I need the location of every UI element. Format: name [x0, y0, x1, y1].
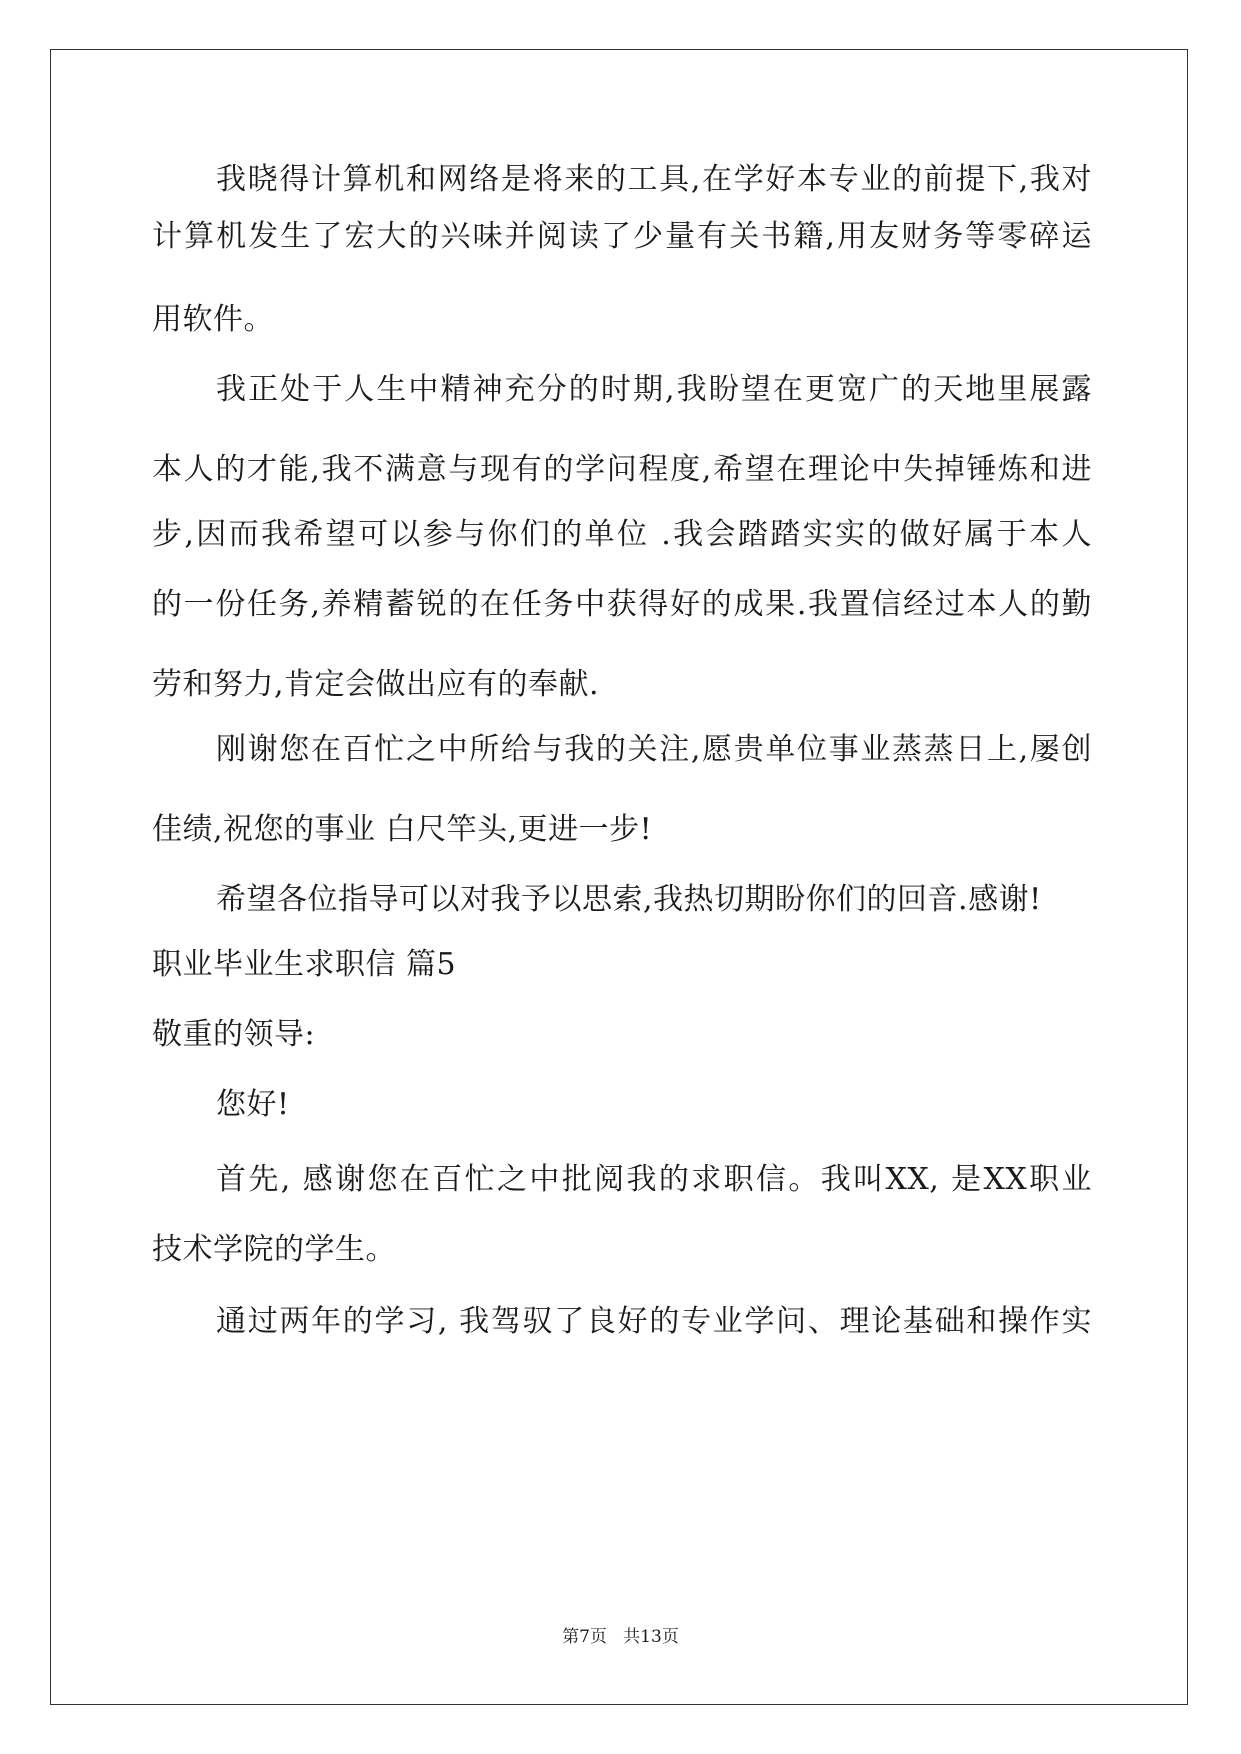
paragraph-line: 计算机发生了宏大的兴味并阅读了少量有关书籍,用友财务等零碎运: [152, 219, 1092, 254]
paragraph-line: 我晓得计算机和网络是将来的工具,在学好本专业的前提下,我对: [216, 162, 1092, 197]
paragraph-line: 佳绩,祝您的事业 白尺竿头,更进一步!: [152, 812, 653, 847]
section-heading: 职业毕业生求职信 篇5: [152, 947, 457, 982]
paragraph-line: 本人的才能,我不满意与现有的学问程度,希望在理论中失掉锤炼和进: [152, 452, 1092, 487]
paragraph-line: 劳和努力,肯定会做出应有的奉献.: [152, 667, 600, 702]
paragraph-line: 技术学院的学生。: [152, 1232, 396, 1267]
paragraph-line: 希望各位指导可以对我予以思索,我热切期盼你们的回音.感谢!: [216, 882, 1042, 917]
paragraph-line: 首先, 感谢您在百忙之中批阅我的求职信。我叫XX, 是XX职业: [216, 1162, 1092, 1197]
page-border: [50, 49, 1188, 1705]
paragraph-line: 的一份任务,养精蓄锐的在任务中获得好的成果.我置信经过本人的勤: [152, 587, 1092, 622]
paragraph-line: 步,因而我希望可以参与你们的单位 .我会踏踏实实的做好属于本人: [152, 517, 1092, 552]
paragraph-line: 刚谢您在百忙之中所给与我的关注,愿贵单位事业蒸蒸日上,屡创: [216, 732, 1092, 767]
page-footer: 第7页 共13页: [562, 1627, 679, 1647]
paragraph-line: 用软件。: [152, 302, 274, 337]
paragraph-line: 通过两年的学习, 我驾驭了良好的专业学问、理论基础和操作实: [216, 1304, 1092, 1339]
salutation: 敬重的领导:: [152, 1017, 316, 1052]
paragraph-line: 我正处于人生中精神充分的时期,我盼望在更宽广的天地里展露: [216, 372, 1092, 407]
greeting: 您好!: [216, 1087, 290, 1122]
